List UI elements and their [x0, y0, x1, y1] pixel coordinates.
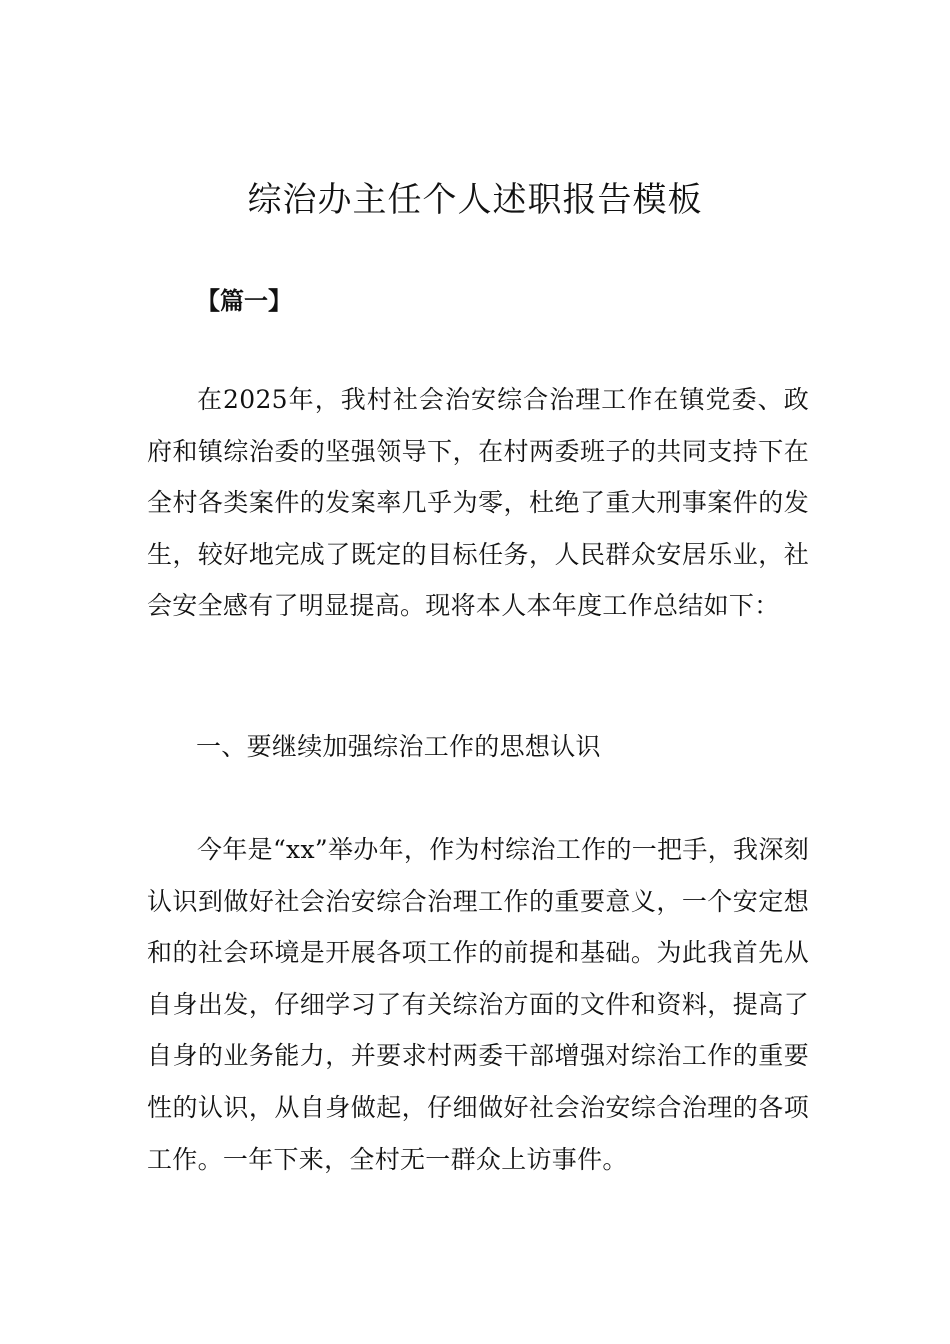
body-paragraph: 今年是“xx”举办年，作为村综治工作的一把手，我深刻认识到做好社会治安综合治理工作的重要意义，一个安定想和的社会环境是开展各项工作的前提和基础。为此我首先从自身出发，仔细学习了有关综治方面的文件和资料，提高了自身的业务能力，并要求村两委干部增强对综治工作的重要性的认识，从自身做起，仔细做好社会治安综合治理的各项工作。一年下来，全村无一群众上访事件。 — [147, 835, 809, 1174]
document-title: 综治办主任个人述职报告模板 — [247, 180, 703, 220]
body-paragraph: 在2025年，我村社会治安综合治理工作在镇党委、政府和镇综治委的坚强领导下，在村两委班子的共同支持下在全村各类案件的发案率几乎为零，杜绝了重大刑事案件的发生，较好地完成了既定的目标任务，人民群众安居乐业，社会安全感有了明显提高。现将本人本年度工作总结如下： — [147, 385, 809, 621]
section-heading: 一、要继续加强综治工作的思想认识 — [196, 732, 601, 761]
section-label: 【篇一】 — [196, 286, 292, 315]
